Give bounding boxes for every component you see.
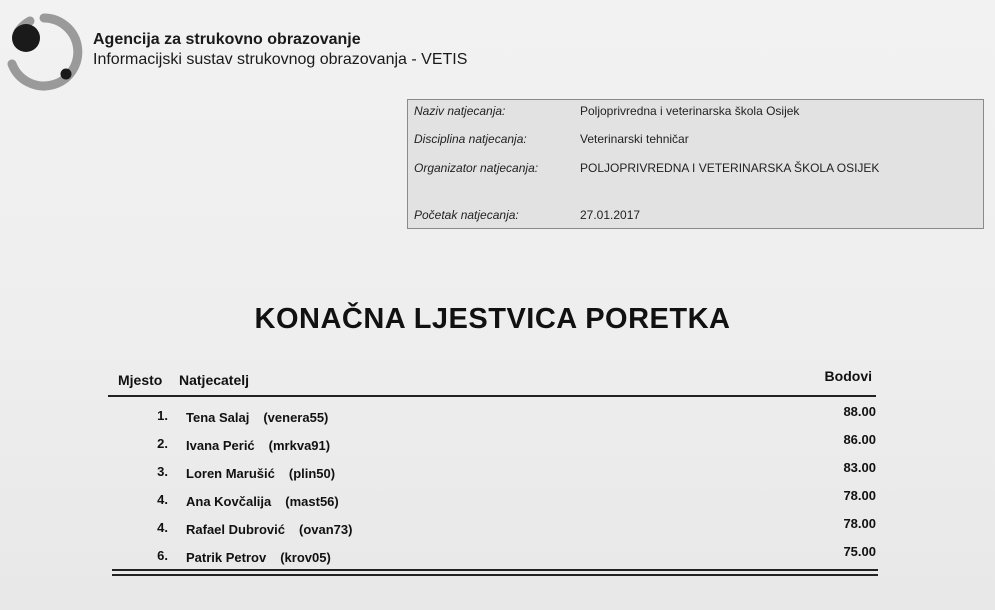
info-value: Veterinarski tehničar <box>580 132 689 146</box>
rank-cell: 2. <box>157 436 168 451</box>
column-header-points: Bodovi <box>824 368 872 384</box>
competition-info-box <box>407 99 984 229</box>
info-label: Disciplina natjecanja: <box>414 132 527 146</box>
competitor-username: (venera55) <box>263 410 329 425</box>
competitor-cell <box>186 494 339 509</box>
points-cell: 78.00 <box>843 516 876 531</box>
info-label: Naziv natjecanja: <box>414 104 506 118</box>
rank-cell: 4. <box>157 520 168 535</box>
competitor-name: Ana Kovčalija <box>186 494 272 509</box>
table-row <box>108 544 878 572</box>
competitor-cell <box>186 550 331 565</box>
competitor-username: (mast56) <box>285 494 339 509</box>
rank-cell: 4. <box>157 492 168 507</box>
competitor-name: Patrik Petrov <box>186 550 267 565</box>
footer-double-divider <box>112 569 878 576</box>
table-row <box>108 460 878 488</box>
competitor-name: Ivana Perić <box>186 438 255 453</box>
info-label: Početak natjecanja: <box>414 208 519 222</box>
competitor-cell <box>186 438 330 453</box>
rank-cell: 3. <box>157 464 168 479</box>
agency-name: Agencija za strukovno obrazovanje <box>93 31 361 48</box>
info-value: Poljoprivredna i veterinarska škola Osijek <box>580 104 800 118</box>
competitor-username: (ovan73) <box>298 522 353 537</box>
competitor-cell <box>186 410 328 425</box>
points-cell: 88.00 <box>843 404 876 419</box>
header-divider <box>108 395 876 397</box>
vetis-logo-icon <box>4 12 84 92</box>
rank-cell: 6. <box>157 548 168 563</box>
system-name: Informacijski sustav strukovnog obrazovanja - VETIS <box>93 51 468 68</box>
points-cell: 83.00 <box>843 460 876 475</box>
table-row <box>108 432 878 460</box>
points-cell: 86.00 <box>843 432 876 447</box>
table-row <box>108 516 878 544</box>
column-header-competitor: Natjecatelj <box>179 372 250 388</box>
points-cell: 75.00 <box>843 544 876 559</box>
competitor-cell <box>186 466 335 481</box>
header <box>93 30 467 71</box>
competitor-username: (plin50) <box>288 466 336 481</box>
table-row <box>108 404 878 432</box>
table-body <box>108 404 878 572</box>
competitor-cell <box>186 522 352 537</box>
info-value: POLJOPRIVREDNA I VETERINARSKA ŠKOLA OSIJEK <box>580 161 880 175</box>
page-title: KONAČNA LJESTVICA PORETKA <box>254 303 731 335</box>
competitor-name: Rafael Dubrović <box>186 522 285 537</box>
competitor-username: (mrkva91) <box>268 438 331 453</box>
competitor-name: Loren Marušić <box>186 466 275 481</box>
competitor-name: Tena Salaj <box>186 410 250 425</box>
points-cell: 78.00 <box>843 488 876 503</box>
info-label: Organizator natjecanja: <box>414 161 539 175</box>
info-value: 27.01.2017 <box>580 208 641 222</box>
competitor-username: (krov05) <box>280 550 331 565</box>
column-header-rank: Mjesto <box>118 372 163 388</box>
table-row <box>108 488 878 516</box>
rank-cell: 1. <box>157 408 168 423</box>
